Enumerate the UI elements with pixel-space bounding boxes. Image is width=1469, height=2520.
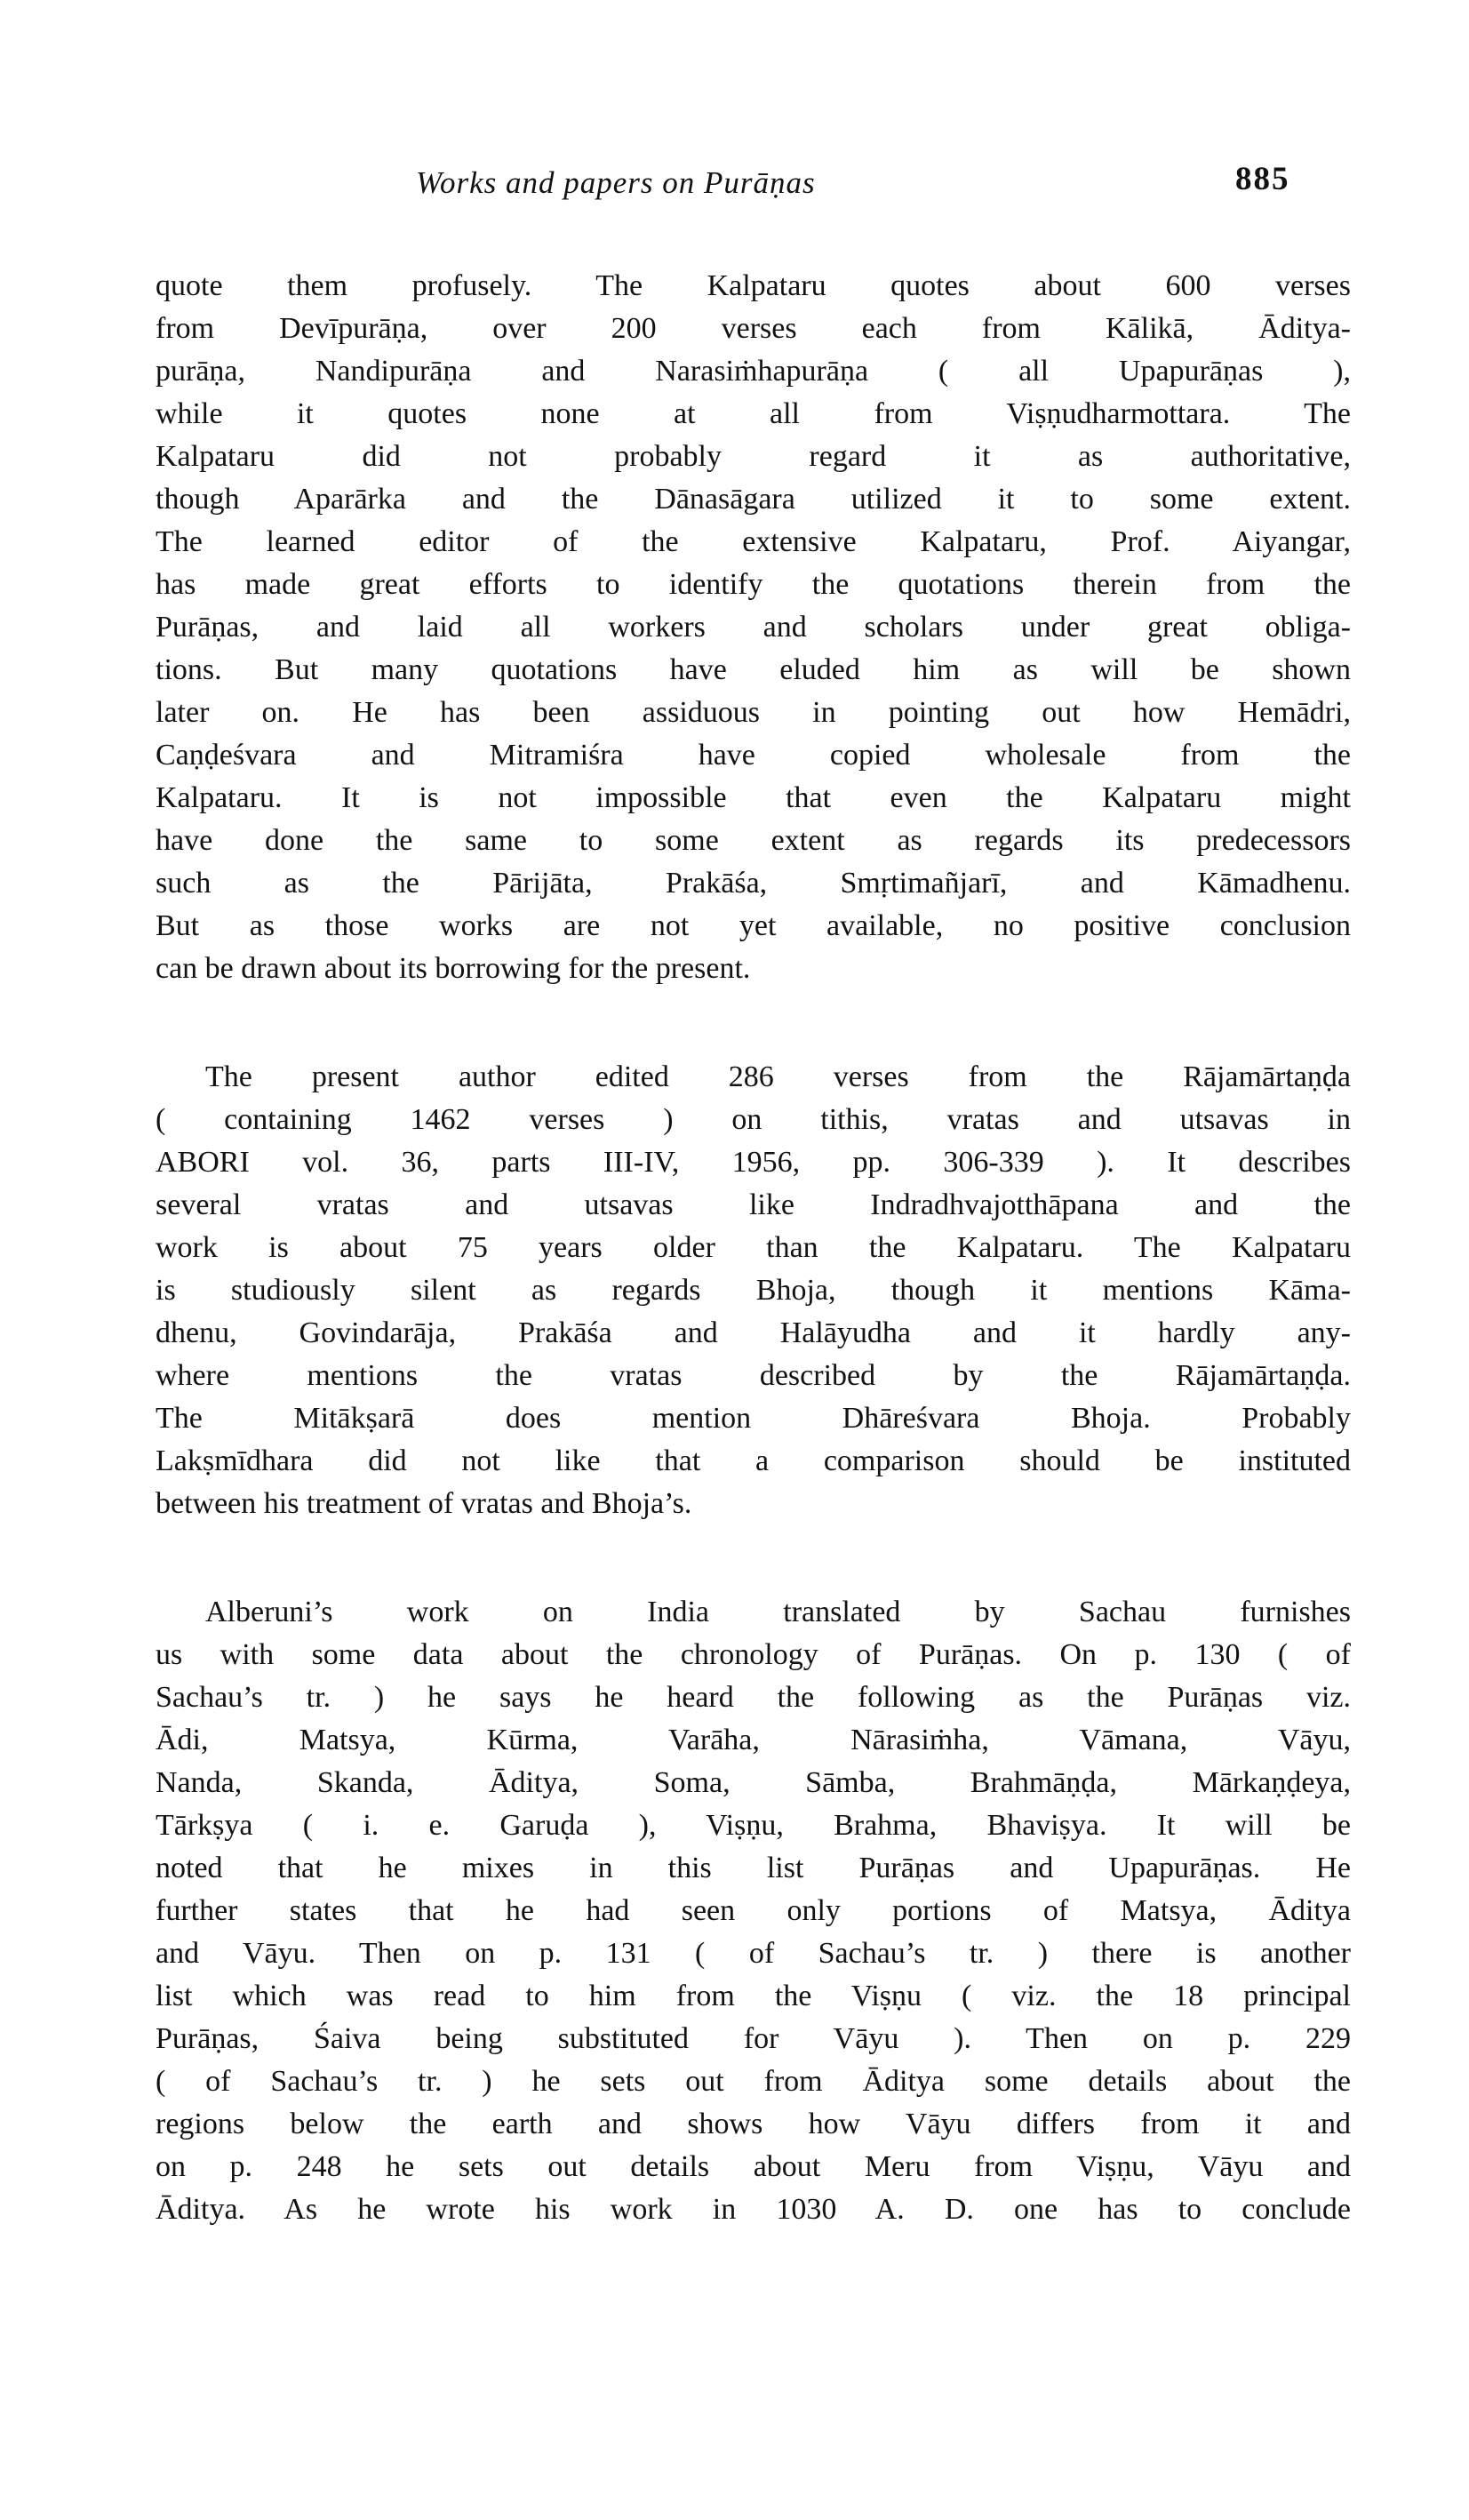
text-line: has made great efforts to identify the quotations therein from the	[156, 568, 1351, 601]
text-line: from Devīpurāṇa, over 200 verses each from Kālikā, Āditya-	[156, 312, 1351, 345]
text-line: Kalpataru. It is not impossible that even the Kalpataru might	[156, 781, 1351, 814]
paragraph	[156, 1056, 1351, 1525]
text-line: while it quotes none at all from Viṣṇudharmottara. The	[156, 397, 1351, 430]
text-line: The learned editor of the extensive Kalpataru, Prof. Aiyangar,	[156, 525, 1351, 558]
text-line: between his treatment of vratas and Bhoja’s.	[156, 1487, 692, 1520]
text-line: The present author edited 286 verses from the Rājamārtaṇḍa	[205, 1060, 1351, 1093]
text-line: The Mitākṣarā does mention Dhāreśvara Bhoja. Probably	[156, 1402, 1351, 1435]
text-line: Purāṇas, Śaiva being substituted for Vāyu ). Then on p. 229	[156, 2022, 1351, 2055]
text-line: several vratas and utsavas like Indradhvajotthāpana and the	[156, 1188, 1351, 1221]
text-line: Ādi, Matsya, Kūrma, Varāha, Nārasiṁha, Vāmana, Vāyu,	[156, 1724, 1351, 1756]
text-line: list which was read to him from the Viṣṇu ( viz. the 18 principal	[156, 1980, 1351, 2012]
paragraph	[156, 265, 1351, 990]
text-line: ( containing 1462 verses ) on tithis, vratas and utsavas in	[156, 1103, 1351, 1136]
text-line: But as those works are not yet available, no positive conclusion	[156, 909, 1351, 942]
page-number: 885	[1235, 161, 1290, 197]
text-line: tions. But many quotations have eluded him as will be shown	[156, 653, 1351, 686]
text-line: have done the same to some extent as regards its predecessors	[156, 824, 1351, 857]
text-line: dhenu, Govindarāja, Prakāśa and Halāyudha and it hardly any-	[156, 1316, 1351, 1349]
text-line: noted that he mixes in this list Purāṇas and Upapurāṇas. He	[156, 1852, 1351, 1884]
text-line: work is about 75 years older than the Kalpataru. The Kalpataru	[156, 1231, 1351, 1264]
text-line: such as the Pārijāta, Prakāśa, Smṛtimañjarī, and Kāmadhenu.	[156, 867, 1351, 900]
text-line: is studiously silent as regards Bhoja, though it mentions Kāma-	[156, 1274, 1351, 1307]
text-line: Tārkṣya ( i. e. Garuḍa ), Viṣṇu, Brahma, Bhaviṣya. It will be	[156, 1809, 1351, 1842]
text-line: later on. He has been assiduous in pointing out how Hemādri,	[156, 696, 1351, 729]
text-line: Lakṣmīdhara did not like that a comparison should be instituted	[156, 1444, 1351, 1477]
text-line: quote them profusely. The Kalpataru quotes about 600 verses	[156, 269, 1351, 302]
text-line: regions below the earth and shows how Vāyu differs from it and	[156, 2108, 1351, 2140]
text-line: Sachau’s tr. ) he says he heard the following as the Purāṇas viz.	[156, 1681, 1351, 1714]
text-line: ( of Sachau’s tr. ) he sets out from Āditya some details about the	[156, 2065, 1351, 2098]
text-line: Kalpataru did not probably regard it as authoritative,	[156, 440, 1351, 473]
text-line: Nanda, Skanda, Āditya, Soma, Sāmba, Brahmāṇḍa, Mārkaṇḍeya,	[156, 1766, 1351, 1799]
header-title: Works and papers on Purāṇas	[416, 165, 816, 200]
text-line: us with some data about the chronology of Purāṇas. On p. 130 ( of	[156, 1638, 1351, 1671]
text-line: where mentions the vratas described by the Rājamārtaṇḍa.	[156, 1359, 1351, 1392]
running-header	[0, 0, 1469, 231]
paragraph	[156, 1591, 1351, 2231]
text-line: Alberuni’s work on India translated by Sachau furnishes	[205, 1596, 1351, 1628]
text-line: further states that he had seen only portions of Matsya, Āditya	[156, 1894, 1351, 1927]
body-text	[156, 265, 1351, 2231]
text-line: though Aparārka and the Dānasāgara utilized it to some extent.	[156, 483, 1351, 516]
text-line: Caṇḍeśvara and Mitramiśra have copied wholesale from the	[156, 739, 1351, 772]
text-line: Purāṇas, and laid all workers and scholars under great obliga-	[156, 611, 1351, 644]
text-line: can be drawn about its borrowing for the present.	[156, 952, 751, 985]
text-line: and Vāyu. Then on p. 131 ( of Sachau’s tr. ) there is another	[156, 1937, 1351, 1970]
text-line: ABORI vol. 36, parts III-IV, 1956, pp. 306-339 ). It describes	[156, 1146, 1351, 1179]
text-line: on p. 248 he sets out details about Meru from Viṣṇu, Vāyu and	[156, 2150, 1351, 2183]
text-line: Āditya. As he wrote his work in 1030 A. D. one has to conclude	[156, 2193, 1351, 2226]
text-line: purāṇa, Nandipurāṇa and Narasiṁhapurāṇa ( all Upapurāṇas ),	[156, 355, 1351, 388]
